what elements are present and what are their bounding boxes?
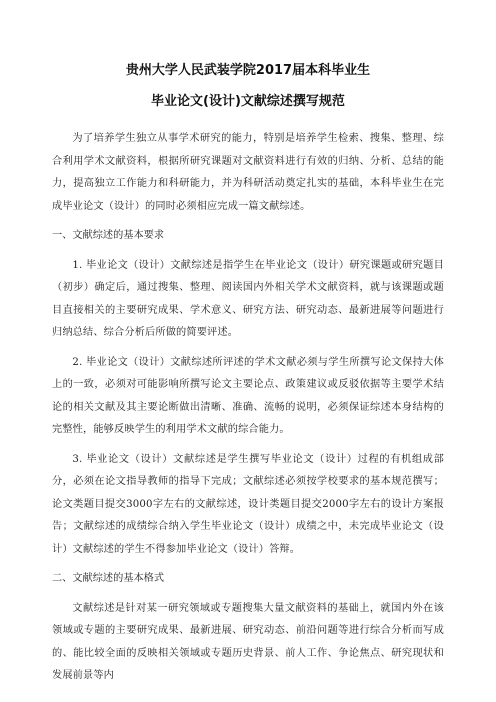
requirement-item-1: 1. 毕业论文（设计）文献综述是指学生在毕业论文（设计）研究课题或研究题目（初步）确定后，通过搜集、整理、阅读国内外相关学术文献资料，就与该课题或题目直接相关的主要研究成果、学术意义、研究方法、研究动态、最新进展等问题进行归纳总结、综合分析后所做的简要评述。 bbox=[52, 259, 444, 338]
format-paragraph: 文献综述是针对某一研究领域或专题搜集大量文献资料的基础上，就国内外在该领域或专题的主要研究成果、最新进展、研究动态、前沿问题等进行综合分析而写成的、能比较全面的反映相关领域或专题历史背景、前人工作、争论焦点、研究现状和发展前景等内 bbox=[52, 602, 444, 681]
document-title-line1: 贵州大学人民武装学院2017届本科毕业生 bbox=[125, 63, 371, 78]
intro-paragraph: 为了培养学生独立从事学术研究的能力，特别是培养学生检索、搜集、整理、综合利用学术文献资料，根据所研究课题对文献资料进行有效的归纳、分析、总结的能力，提高独立工作能力和科研能力，并为科研活动奠定扎实的基础，本科毕业生在完成毕业论文（设计）的同时必须相应完成一篇文献综述。 bbox=[52, 133, 444, 212]
section-heading-format: 二、文献综述的基本格式 bbox=[52, 573, 165, 584]
requirement-item-2: 2. 毕业论文（设计）文献综述所评述的学术文献必须与学生所撰写论文保持大体上的一致，必须对可能影响所撰写论文主要论点、政策建议或反驳依据等主要学术结论的相关文献及其主要论断做出清晰、准确、流畅的说明，必须保证综述本身结构的完整性，能够反映学生的利用学术文献的综合能力。 bbox=[52, 356, 444, 435]
section-heading-requirements: 一、文献综述的基本要求 bbox=[52, 230, 165, 241]
document-title-line2: 毕业论文(设计)文献综述撰写规范 bbox=[151, 94, 345, 109]
requirement-item-3: 3. 毕业论文（设计）文献综述是学生撰写毕业论文（设计）过程的有机组成部分，必须在论文指导教师的指导下完成；文献综述必须按学校要求的基本规范撰写；论文类题目提交3000字左右的文献综述，设计类题目提交2000字左右的设计方案报告；文献综述的成绩综合纳入学生毕业论文（设计）成绩之中，未完成毕业论文（设计）文献综述的学生不得参加毕业论文（设计）答辩。 bbox=[52, 453, 444, 555]
